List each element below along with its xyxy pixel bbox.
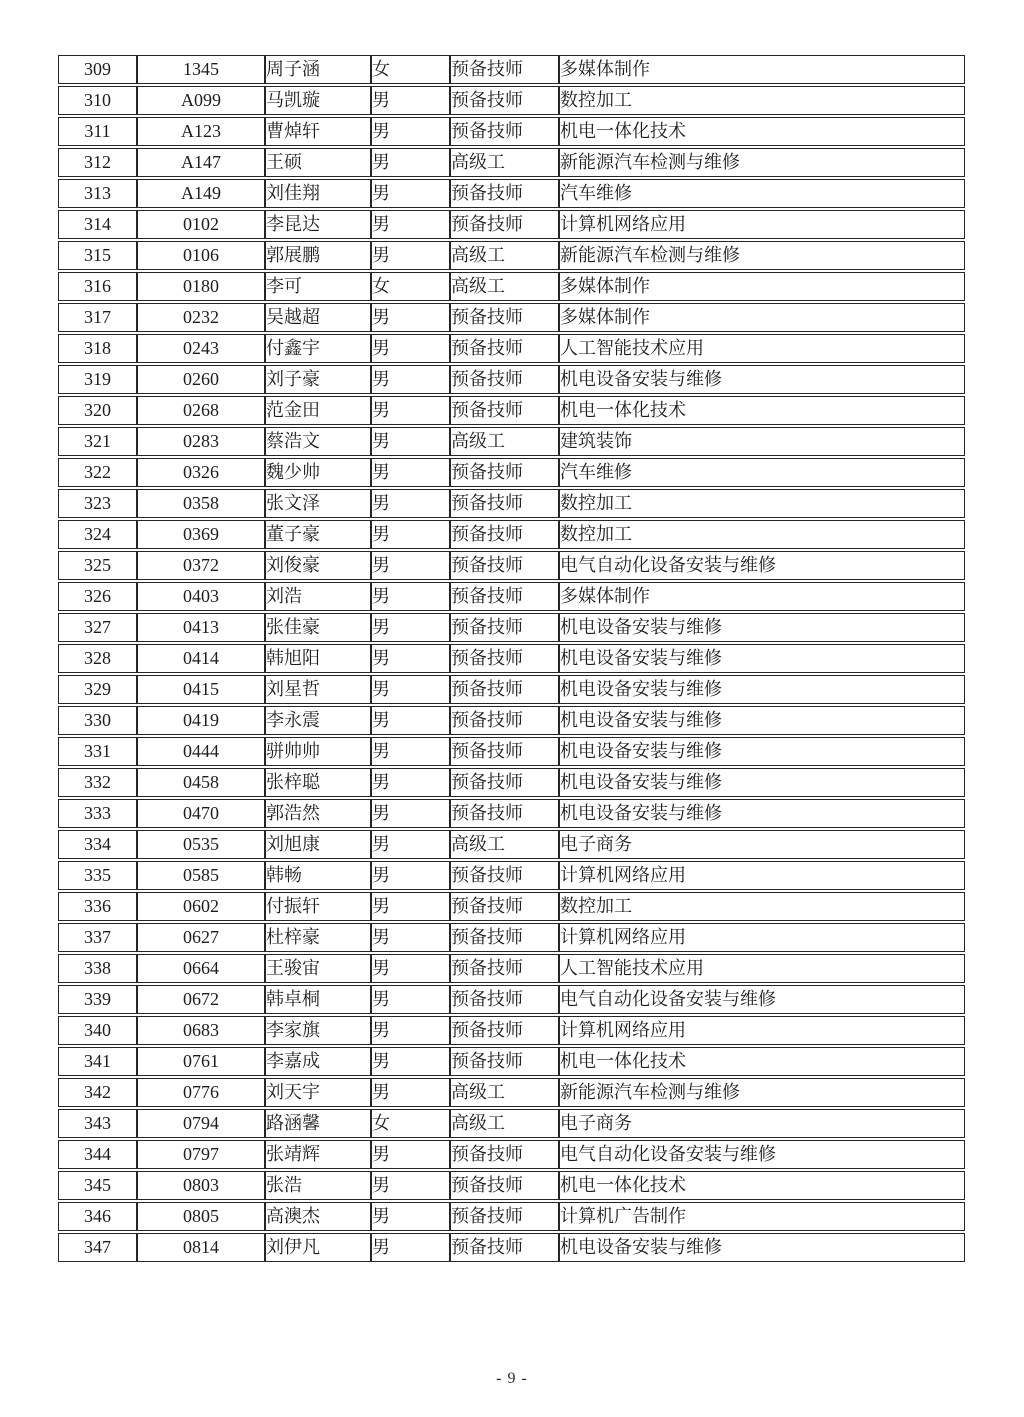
table-row (58, 582, 965, 611)
cell-no: 339 (58, 985, 137, 1014)
cell-level: 预备技师 (450, 303, 559, 332)
cell-gender: 男 (371, 1078, 450, 1107)
cell-level: 预备技师 (450, 861, 559, 890)
cell-major: 数控加工 (559, 489, 965, 518)
cell-gender: 男 (371, 861, 450, 890)
cell-gender: 男 (371, 303, 450, 332)
cell-major: 数控加工 (559, 86, 965, 115)
cell-level: 高级工 (450, 148, 559, 177)
cell-name: 王骏宙 (265, 954, 371, 983)
cell-major: 数控加工 (559, 520, 965, 549)
cell-major: 机电设备安装与维修 (559, 737, 965, 766)
cell-no: 330 (58, 706, 137, 735)
cell-name: 骈帅帅 (265, 737, 371, 766)
cell-gender: 男 (371, 551, 450, 580)
cell-no: 332 (58, 768, 137, 797)
table-row (58, 55, 965, 84)
cell-gender: 男 (371, 613, 450, 642)
cell-code: 0372 (137, 551, 265, 580)
cell-major: 机电设备安装与维修 (559, 706, 965, 735)
cell-name: 李嘉成 (265, 1047, 371, 1076)
cell-no: 342 (58, 1078, 137, 1107)
cell-level: 高级工 (450, 427, 559, 456)
cell-code: 0369 (137, 520, 265, 549)
cell-no: 340 (58, 1016, 137, 1045)
table-row (58, 706, 965, 735)
cell-gender: 男 (371, 892, 450, 921)
cell-name: 刘旭康 (265, 830, 371, 859)
cell-name: 刘伊凡 (265, 1233, 371, 1262)
cell-name: 吴越超 (265, 303, 371, 332)
cell-level: 预备技师 (450, 86, 559, 115)
cell-no: 329 (58, 675, 137, 704)
cell-code: 0803 (137, 1171, 265, 1200)
cell-gender: 男 (371, 1047, 450, 1076)
cell-major: 计算机网络应用 (559, 923, 965, 952)
cell-level: 高级工 (450, 272, 559, 301)
table-row (58, 737, 965, 766)
cell-name: 付鑫宇 (265, 334, 371, 363)
cell-no: 313 (58, 179, 137, 208)
cell-gender: 男 (371, 954, 450, 983)
cell-code: 0102 (137, 210, 265, 239)
cell-gender: 男 (371, 334, 450, 363)
cell-level: 预备技师 (450, 613, 559, 642)
cell-no: 327 (58, 613, 137, 642)
cell-no: 326 (58, 582, 137, 611)
cell-major: 机电设备安装与维修 (559, 644, 965, 673)
cell-no: 335 (58, 861, 137, 890)
cell-code: 0106 (137, 241, 265, 270)
table-row (58, 1171, 965, 1200)
cell-level: 预备技师 (450, 737, 559, 766)
cell-no: 341 (58, 1047, 137, 1076)
cell-gender: 男 (371, 117, 450, 146)
cell-gender: 女 (371, 55, 450, 84)
cell-no: 333 (58, 799, 137, 828)
cell-no: 345 (58, 1171, 137, 1200)
cell-level: 预备技师 (450, 675, 559, 704)
cell-code: 0535 (137, 830, 265, 859)
cell-level: 预备技师 (450, 706, 559, 735)
cell-major: 多媒体制作 (559, 303, 965, 332)
cell-gender: 男 (371, 985, 450, 1014)
cell-major: 建筑装饰 (559, 427, 965, 456)
table-row (58, 1016, 965, 1045)
table-row (58, 830, 965, 859)
cell-major: 计算机广告制作 (559, 1202, 965, 1231)
cell-no: 338 (58, 954, 137, 983)
table-row (58, 1233, 965, 1262)
cell-major: 机电设备安装与维修 (559, 675, 965, 704)
table-row (58, 396, 965, 425)
cell-major: 汽车维修 (559, 458, 965, 487)
cell-name: 刘浩 (265, 582, 371, 611)
table-row (58, 427, 965, 456)
cell-name: 马凯璇 (265, 86, 371, 115)
cell-gender: 男 (371, 86, 450, 115)
cell-code: 0326 (137, 458, 265, 487)
cell-no: 323 (58, 489, 137, 518)
cell-major: 机电设备安装与维修 (559, 799, 965, 828)
cell-gender: 男 (371, 1140, 450, 1169)
cell-code: 0794 (137, 1109, 265, 1138)
cell-major: 人工智能技术应用 (559, 334, 965, 363)
cell-code: A123 (137, 117, 265, 146)
table-row (58, 241, 965, 270)
cell-gender: 男 (371, 675, 450, 704)
cell-major: 新能源汽车检测与维修 (559, 148, 965, 177)
cell-code: 0458 (137, 768, 265, 797)
cell-major: 机电设备安装与维修 (559, 613, 965, 642)
cell-level: 预备技师 (450, 923, 559, 952)
cell-name: 张梓聪 (265, 768, 371, 797)
table-row (58, 272, 965, 301)
table-row (58, 1078, 965, 1107)
cell-major: 机电一体化技术 (559, 1047, 965, 1076)
table-row (58, 954, 965, 983)
table-row (58, 148, 965, 177)
cell-gender: 男 (371, 427, 450, 456)
cell-level: 预备技师 (450, 55, 559, 84)
cell-name: 蔡浩文 (265, 427, 371, 456)
table-row (58, 644, 965, 673)
cell-major: 计算机网络应用 (559, 861, 965, 890)
cell-gender: 男 (371, 1016, 450, 1045)
cell-major: 机电设备安装与维修 (559, 768, 965, 797)
cell-name: 刘佳翔 (265, 179, 371, 208)
cell-name: 刘天宇 (265, 1078, 371, 1107)
cell-level: 高级工 (450, 830, 559, 859)
cell-level: 预备技师 (450, 1233, 559, 1262)
cell-code: 0243 (137, 334, 265, 363)
cell-no: 331 (58, 737, 137, 766)
cell-major: 汽车维修 (559, 179, 965, 208)
cell-level: 预备技师 (450, 985, 559, 1014)
cell-code: 0776 (137, 1078, 265, 1107)
table-row (58, 86, 965, 115)
table-row (58, 799, 965, 828)
cell-major: 数控加工 (559, 892, 965, 921)
cell-gender: 男 (371, 520, 450, 549)
table-row (58, 1047, 965, 1076)
cell-no: 316 (58, 272, 137, 301)
cell-name: 韩畅 (265, 861, 371, 890)
table-row (58, 551, 965, 580)
cell-no: 336 (58, 892, 137, 921)
cell-gender: 男 (371, 489, 450, 518)
cell-code: 0358 (137, 489, 265, 518)
cell-code: 0283 (137, 427, 265, 456)
table-row (58, 458, 965, 487)
cell-level: 预备技师 (450, 489, 559, 518)
cell-gender: 男 (371, 644, 450, 673)
table-row (58, 117, 965, 146)
cell-major: 电子商务 (559, 830, 965, 859)
cell-code: A147 (137, 148, 265, 177)
cell-level: 高级工 (450, 1109, 559, 1138)
cell-level: 预备技师 (450, 892, 559, 921)
cell-level: 预备技师 (450, 334, 559, 363)
cell-no: 321 (58, 427, 137, 456)
cell-major: 新能源汽车检测与维修 (559, 1078, 965, 1107)
cell-code: 0232 (137, 303, 265, 332)
cell-name: 李可 (265, 272, 371, 301)
cell-major: 机电一体化技术 (559, 1171, 965, 1200)
cell-name: 李永震 (265, 706, 371, 735)
cell-no: 347 (58, 1233, 137, 1262)
cell-code: 0761 (137, 1047, 265, 1076)
table-row (58, 489, 965, 518)
cell-major: 电气自动化设备安装与维修 (559, 985, 965, 1014)
cell-name: 郭展鹏 (265, 241, 371, 270)
cell-name: 韩卓桐 (265, 985, 371, 1014)
cell-no: 314 (58, 210, 137, 239)
cell-level: 预备技师 (450, 1016, 559, 1045)
cell-level: 预备技师 (450, 365, 559, 394)
table-row (58, 613, 965, 642)
cell-no: 317 (58, 303, 137, 332)
cell-major: 多媒体制作 (559, 55, 965, 84)
cell-no: 343 (58, 1109, 137, 1138)
cell-name: 杜梓豪 (265, 923, 371, 952)
cell-level: 预备技师 (450, 582, 559, 611)
table-row (58, 179, 965, 208)
cell-level: 预备技师 (450, 396, 559, 425)
cell-no: 318 (58, 334, 137, 363)
cell-gender: 男 (371, 241, 450, 270)
cell-gender: 男 (371, 1233, 450, 1262)
cell-code: 0602 (137, 892, 265, 921)
table-row (58, 520, 965, 549)
cell-major: 电气自动化设备安装与维修 (559, 1140, 965, 1169)
cell-code: 0797 (137, 1140, 265, 1169)
cell-code: 0672 (137, 985, 265, 1014)
cell-gender: 女 (371, 272, 450, 301)
cell-name: 李家旗 (265, 1016, 371, 1045)
cell-gender: 男 (371, 830, 450, 859)
table-row (58, 985, 965, 1014)
cell-gender: 男 (371, 923, 450, 952)
cell-gender: 男 (371, 458, 450, 487)
cell-major: 机电一体化技术 (559, 117, 965, 146)
cell-gender: 男 (371, 582, 450, 611)
table-row (58, 365, 965, 394)
table-row (58, 1109, 965, 1138)
cell-level: 预备技师 (450, 551, 559, 580)
cell-code: 0415 (137, 675, 265, 704)
cell-code: 0268 (137, 396, 265, 425)
table-row (58, 334, 965, 363)
cell-name: 刘星哲 (265, 675, 371, 704)
cell-no: 312 (58, 148, 137, 177)
cell-major: 电子商务 (559, 1109, 965, 1138)
cell-name: 李昆达 (265, 210, 371, 239)
cell-gender: 女 (371, 1109, 450, 1138)
cell-no: 311 (58, 117, 137, 146)
cell-major: 计算机网络应用 (559, 1016, 965, 1045)
cell-name: 张佳豪 (265, 613, 371, 642)
cell-gender: 男 (371, 1171, 450, 1200)
table-row (58, 768, 965, 797)
cell-gender: 男 (371, 706, 450, 735)
cell-gender: 男 (371, 799, 450, 828)
cell-code: 0180 (137, 272, 265, 301)
cell-name: 董子豪 (265, 520, 371, 549)
table-row (58, 1140, 965, 1169)
cell-name: 郭浩然 (265, 799, 371, 828)
cell-gender: 男 (371, 1202, 450, 1231)
cell-code: A099 (137, 86, 265, 115)
cell-level: 预备技师 (450, 210, 559, 239)
table-body (58, 55, 965, 1262)
cell-gender: 男 (371, 768, 450, 797)
cell-no: 315 (58, 241, 137, 270)
cell-level: 预备技师 (450, 644, 559, 673)
cell-level: 高级工 (450, 241, 559, 270)
cell-code: 0444 (137, 737, 265, 766)
cell-code: 0664 (137, 954, 265, 983)
cell-level: 预备技师 (450, 520, 559, 549)
cell-major: 机电设备安装与维修 (559, 1233, 965, 1262)
table-row (58, 892, 965, 921)
cell-name: 周子涵 (265, 55, 371, 84)
cell-major: 新能源汽车检测与维修 (559, 241, 965, 270)
cell-no: 346 (58, 1202, 137, 1231)
cell-major: 多媒体制作 (559, 582, 965, 611)
cell-level: 预备技师 (450, 117, 559, 146)
cell-code: 1345 (137, 55, 265, 84)
cell-level: 预备技师 (450, 954, 559, 983)
table-row (58, 923, 965, 952)
cell-code: 0414 (137, 644, 265, 673)
cell-code: 0814 (137, 1233, 265, 1262)
cell-code: 0683 (137, 1016, 265, 1045)
cell-code: 0470 (137, 799, 265, 828)
cell-name: 张浩 (265, 1171, 371, 1200)
cell-code: 0260 (137, 365, 265, 394)
cell-code: 0419 (137, 706, 265, 735)
table-row (58, 861, 965, 890)
cell-gender: 男 (371, 737, 450, 766)
table-row (58, 1202, 965, 1231)
cell-major: 人工智能技术应用 (559, 954, 965, 983)
cell-major: 机电设备安装与维修 (559, 365, 965, 394)
cell-name: 曹焯轩 (265, 117, 371, 146)
cell-name: 张靖辉 (265, 1140, 371, 1169)
cell-name: 付振轩 (265, 892, 371, 921)
cell-code: A149 (137, 179, 265, 208)
cell-gender: 男 (371, 210, 450, 239)
cell-name: 魏少帅 (265, 458, 371, 487)
cell-level: 预备技师 (450, 179, 559, 208)
cell-gender: 男 (371, 148, 450, 177)
cell-name: 刘俊豪 (265, 551, 371, 580)
cell-code: 0627 (137, 923, 265, 952)
cell-code: 0585 (137, 861, 265, 890)
cell-no: 324 (58, 520, 137, 549)
cell-major: 计算机网络应用 (559, 210, 965, 239)
cell-no: 322 (58, 458, 137, 487)
cell-level: 预备技师 (450, 1140, 559, 1169)
cell-level: 预备技师 (450, 1171, 559, 1200)
cell-code: 0805 (137, 1202, 265, 1231)
cell-code: 0413 (137, 613, 265, 642)
cell-no: 328 (58, 644, 137, 673)
cell-code: 0403 (137, 582, 265, 611)
cell-gender: 男 (371, 179, 450, 208)
cell-name: 张文泽 (265, 489, 371, 518)
cell-no: 309 (58, 55, 137, 84)
cell-no: 310 (58, 86, 137, 115)
cell-gender: 男 (371, 396, 450, 425)
cell-major: 电气自动化设备安装与维修 (559, 551, 965, 580)
student-roster-table (58, 53, 965, 1264)
cell-no: 319 (58, 365, 137, 394)
cell-major: 多媒体制作 (559, 272, 965, 301)
page-number: - 9 - (496, 1370, 528, 1387)
cell-level: 预备技师 (450, 768, 559, 797)
cell-name: 王硕 (265, 148, 371, 177)
cell-level: 预备技师 (450, 1047, 559, 1076)
cell-level: 预备技师 (450, 799, 559, 828)
cell-name: 高澳杰 (265, 1202, 371, 1231)
cell-level: 预备技师 (450, 458, 559, 487)
table-row (58, 210, 965, 239)
cell-gender: 男 (371, 365, 450, 394)
cell-no: 325 (58, 551, 137, 580)
cell-name: 范金田 (265, 396, 371, 425)
table-row (58, 675, 965, 704)
cell-name: 韩旭阳 (265, 644, 371, 673)
cell-level: 高级工 (450, 1078, 559, 1107)
cell-no: 337 (58, 923, 137, 952)
cell-major: 机电一体化技术 (559, 396, 965, 425)
table-row (58, 303, 965, 332)
cell-name: 路涵馨 (265, 1109, 371, 1138)
cell-level: 预备技师 (450, 1202, 559, 1231)
cell-no: 334 (58, 830, 137, 859)
cell-no: 320 (58, 396, 137, 425)
cell-no: 344 (58, 1140, 137, 1169)
cell-name: 刘子豪 (265, 365, 371, 394)
